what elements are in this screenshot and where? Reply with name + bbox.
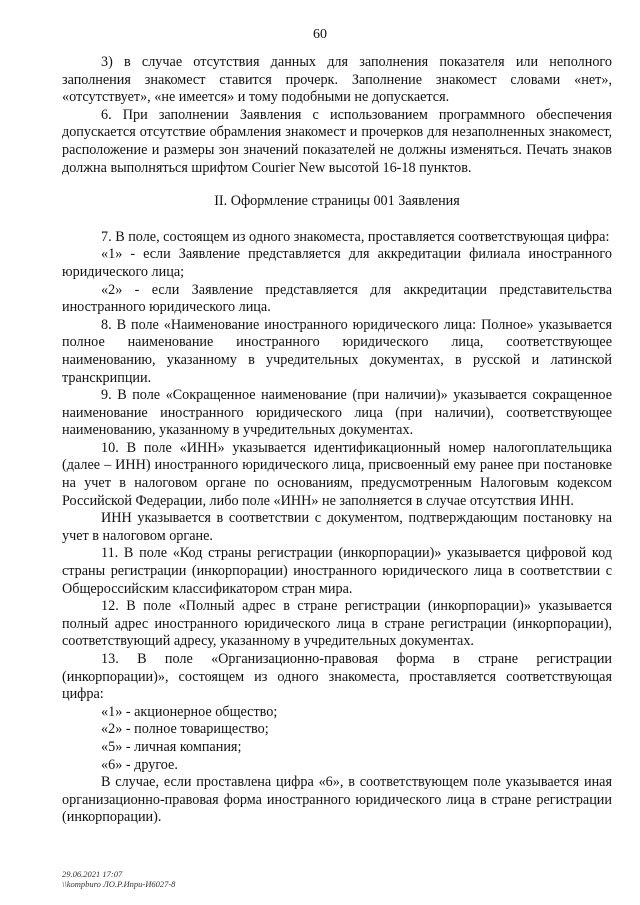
section-title: II. Оформление страницы 001 Заявления — [214, 193, 460, 210]
paragraph: «1» - если Заявление представляется для аккредитации филиала иностранного юридического лица; — [62, 246, 612, 280]
list-item: «2» - полное товарищество; — [101, 721, 269, 738]
document-body — [62, 54, 612, 827]
paragraph: 7. В поле, состоящем из одного знакоместа, проставляется соответствующая цифра: — [101, 228, 610, 245]
paragraph: 13. В поле «Организационно-правовая форма в стране регистрации (инкорпорации)», состоящем из одного знакоместа, проставляется соответствующая цифра: — [62, 651, 612, 703]
paragraph: 10. В поле «ИНН» указывается идентификационный номер налогоплательщика (далее – ИНН) иностранного юридического лица, присвоенный ему ранее при постановке на учет в налоговом органе по основаниям, предусмотренным Налоговым кодексом Российской Федерации, либо поле «ИНН» не заполняется в случае отсутствия ИНН. — [62, 439, 612, 509]
list-item: «5» - личная компания; — [101, 738, 242, 755]
paragraph: В случае, если проставлена цифра «6», в соответствующем поле указывается иная организационно-правовая форма иностранного юридического лица в стране регистрации (инкорпорации). — [62, 774, 612, 826]
paragraph: 3) в случае отсутствия данных для заполнения показателя или неполного заполнения знакомест ставится прочерк. Заполнение знакомест словами «нет», «отсутствует», «не имеется» и тому подобными не допускается. — [62, 54, 612, 106]
paragraph: «2» - если Заявление представляется для аккредитации представительства иностранного юридического лица. — [62, 281, 612, 316]
footer-stamp — [62, 869, 175, 889]
footer-path: \\kompburo ЛО.Р.Ипри-И6027-8 — [62, 879, 176, 889]
list-item: «1» - акционерное общество; — [101, 703, 278, 720]
paragraph: 11. В поле «Код страны регистрации (инкорпорации)» указывается цифровой код страны регистрации (инкорпорации) иностранного юридического лица в соответствии с Общероссийским классификатором стран мира. — [62, 545, 612, 597]
paragraph: 8. В поле «Наименование иностранного юридического лица: Полное» указывается полное наименование иностранного юридического лица, соответствующее наименованию, указанному в учредительных документах, в русской и латинской транскрипции. — [62, 316, 612, 386]
paragraph: 9. В поле «Сокращенное наименование (при наличии)» указывается сокращенное наименование иностранного юридического лица (при наличии), соответствующее наименованию, указанному в учредительных документах. — [62, 387, 612, 439]
paragraph: 6. При заполнении Заявления с использованием программного обеспечения допускается отсутствие обрамления знакомест и прочерков для незаполненных знакомест, расположение и размеры зон значений показателей не должны изменяться. Печать знаков должна выполняться шрифтом Courier New высотой 16-18 пунктов. — [62, 106, 612, 176]
paragraph: 12. В поле «Полный адрес в стране регистрации (инкорпорации)» указывается полный адрес иностранного юридического лица в стране регистрации (инкорпорации), соответствующий адресу, указанному в учредительных документах. — [62, 598, 612, 650]
page-number: 60 — [313, 27, 327, 42]
footer-date: 29.06.2021 17:07 — [62, 869, 123, 879]
paragraph: ИНН указывается в соответствии с документом, подтверждающим постановку на учет в налоговом органе. — [62, 510, 612, 544]
list-item: «6» - другое. — [101, 756, 178, 773]
